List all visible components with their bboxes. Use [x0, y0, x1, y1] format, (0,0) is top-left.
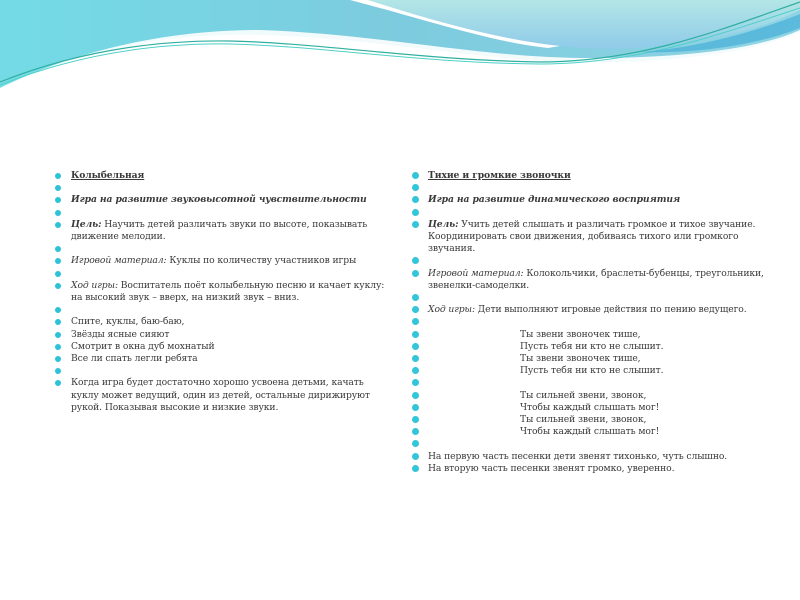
bullet-icon	[412, 428, 419, 435]
list-item	[412, 451, 772, 463]
song-line-text: Спите, куклы, баю-баю,	[71, 316, 185, 328]
material-text: Куклы по количеству участников игры	[166, 255, 357, 267]
bullet-icon	[55, 332, 61, 338]
poem-line	[412, 329, 772, 341]
bullet-icon	[412, 318, 419, 325]
list-item-empty	[55, 268, 390, 280]
poem-line-text: Пусть тебя ни кто не слышит.	[520, 340, 664, 352]
bullet-icon	[412, 294, 419, 301]
bullet-icon	[412, 404, 419, 411]
list-item-empty	[412, 377, 772, 389]
song-line-text: Звёзды ясные сияют	[71, 328, 170, 340]
list-item-empty	[412, 292, 772, 304]
bullet-icon	[55, 246, 61, 252]
song-line	[55, 341, 390, 353]
song-line	[55, 316, 390, 328]
bullet-icon	[412, 343, 419, 350]
list-item-empty	[412, 182, 772, 194]
bullet-icon	[412, 306, 419, 313]
game-title: Тихие и громкие звоночки	[428, 170, 571, 181]
list-item	[55, 255, 390, 267]
poem-line-text: Ты сильней звени, звонок,	[520, 389, 647, 401]
bullet-icon	[412, 416, 419, 423]
list-item	[412, 219, 772, 256]
list-item	[412, 194, 772, 206]
bullet-icon	[412, 209, 419, 216]
bullet-icon	[412, 465, 419, 472]
bullet-icon	[412, 355, 419, 362]
bullet-icon	[55, 380, 61, 386]
bullet-icon	[55, 356, 61, 362]
bullet-icon	[55, 210, 61, 216]
song-line-text: Все ли спать легли ребята	[71, 352, 198, 364]
right-column	[412, 170, 772, 475]
song-line	[55, 329, 390, 341]
game-subtitle: Игра на развитие динамического восприятия	[428, 194, 681, 206]
bullet-icon	[412, 367, 419, 374]
bullet-icon	[55, 319, 61, 325]
goal-label: Цель:	[428, 218, 459, 230]
bullet-icon	[55, 258, 61, 264]
list-item	[55, 219, 390, 243]
bullet-icon	[412, 270, 419, 277]
bullet-icon	[55, 185, 61, 191]
list-item-empty	[412, 255, 772, 267]
poem-line-text: Чтобы каждый слышать мог!	[520, 401, 660, 413]
bullet-icon	[55, 271, 61, 277]
bullet-icon	[412, 221, 419, 228]
poem-line	[412, 414, 772, 426]
material-text: Колокольчики, браслеты-бубенцы, треугольники, звенелки-самоделки.	[428, 267, 764, 291]
poem-line-text: Чтобы каждый слышать мог!	[520, 426, 660, 438]
poem-line-text: Ты звени звоночек тише,	[520, 328, 641, 340]
poem-line-text: Ты сильней звени, звонок,	[520, 413, 647, 425]
course-label: Ход игры:	[428, 304, 475, 316]
list-item-empty	[412, 207, 772, 219]
final-text: На вторую часть песенки звенят громко, уверенно.	[428, 462, 675, 474]
bullet-icon	[412, 392, 419, 399]
list-item	[55, 280, 390, 304]
list-item	[55, 170, 390, 182]
song-line-text: Смотрит в окна дуб мохнатый	[71, 340, 215, 352]
song-line	[55, 353, 390, 365]
bullet-icon	[412, 440, 419, 447]
final-text: На первую часть песенки дети звенят тихонько, чуть слышно.	[428, 450, 728, 462]
bullet-icon	[412, 172, 419, 179]
bullet-icon	[55, 368, 61, 374]
bullet-icon	[412, 379, 419, 386]
poem-line	[412, 426, 772, 438]
list-item	[412, 170, 772, 182]
poem-line	[412, 353, 772, 365]
bullet-icon	[55, 283, 61, 289]
list-item-empty	[55, 365, 390, 377]
poem-line-text: Ты звени звоночек тише,	[520, 352, 641, 364]
game-title: Колыбельная	[71, 170, 145, 181]
final-text: Когда игра будет достаточно хорошо усвоена детьми, качать куклу может ведущий, один из детей, остальные дирижируют рукой. Показывая высокие и низкие звуки.	[71, 377, 370, 413]
list-item-empty	[55, 243, 390, 255]
list-item	[55, 194, 390, 206]
bullet-icon	[412, 196, 419, 203]
list-item	[412, 304, 772, 316]
list-item-empty	[412, 316, 772, 328]
course-label: Ход игры:	[71, 279, 118, 291]
poem-line	[412, 390, 772, 402]
poem-line	[412, 365, 772, 377]
goal-text: Учить детей слышать и различать громкое и тихое звучание. Координировать свои движения, добиваясь тихого или громкого звучания.	[428, 218, 756, 255]
bullet-icon	[412, 257, 419, 264]
bullet-icon	[55, 307, 61, 313]
material-label: Игровой материал:	[71, 255, 167, 267]
list-item-empty	[55, 182, 390, 194]
poem-line	[412, 402, 772, 414]
bullet-icon	[55, 344, 61, 350]
list-item	[412, 268, 772, 292]
material-label: Игровой материал:	[428, 267, 524, 279]
bullet-icon	[412, 453, 419, 460]
bullet-icon	[55, 173, 61, 179]
list-item-empty	[55, 304, 390, 316]
game-subtitle: Игра на развитие звуковысотной чувствительности	[71, 194, 367, 206]
left-column	[55, 170, 390, 414]
goal-text: Научить детей различать звуки по высоте, показывать движение мелодии.	[71, 218, 368, 242]
bullet-icon	[55, 222, 61, 228]
bullet-icon	[55, 197, 61, 203]
list-item	[55, 377, 390, 414]
poem-line-text: Пусть тебя ни кто не слышит.	[520, 365, 664, 377]
course-text: Дети выполняют игровые действия по пению ведущего.	[474, 304, 747, 316]
list-item-empty	[412, 438, 772, 450]
course-text: Воспитатель поёт колыбельную песню и качает куклу: на высокий звук – вверх, на низкий звук – вниз.	[71, 279, 385, 303]
list-item-empty	[55, 207, 390, 219]
goal-label: Цель:	[71, 218, 102, 230]
bullet-icon	[412, 184, 419, 191]
header-wave-decoration	[0, 0, 800, 100]
bullet-icon	[412, 331, 419, 338]
poem-line	[412, 341, 772, 353]
list-item	[412, 463, 772, 475]
